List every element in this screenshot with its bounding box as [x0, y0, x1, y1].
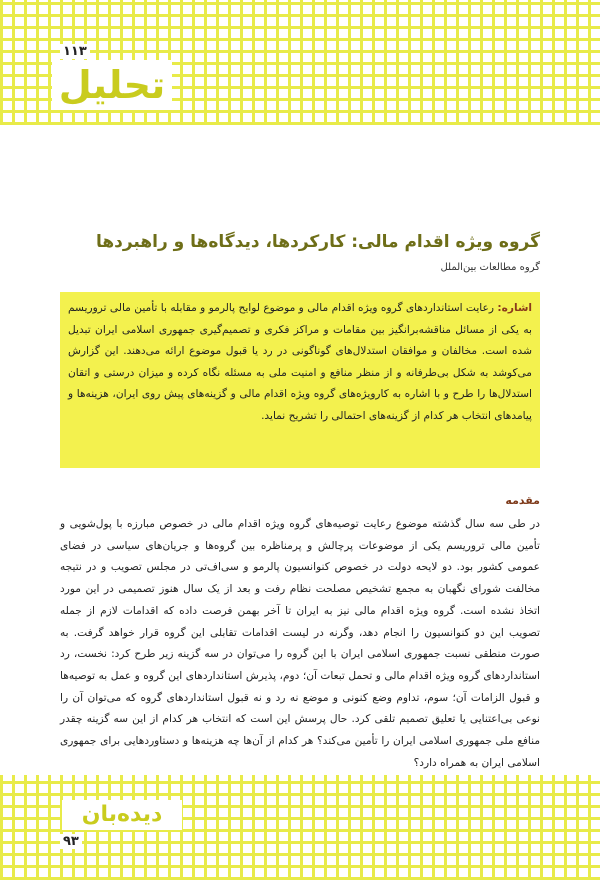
abstract-label: اشاره:: [497, 302, 532, 314]
magazine-logo-text: دیده‌بان: [81, 802, 163, 827]
page-number-top: ۱۱۳: [60, 44, 90, 59]
article-title: گروه ویژه اقدام مالی: کارکردها، دیدگاه‌ها و راهبردها: [95, 232, 540, 252]
section-logo-text: تحلیل: [58, 63, 166, 107]
magazine-logo: [62, 800, 182, 830]
abstract-box: [60, 292, 540, 468]
abstract-text: رعایت استانداردهای گروه ویژه اقدام مالی و موضوع لوایح پالرمو و مقابله با تأمین مالی تروریسم به یکی از مسائل مناقشه‌برانگیز بین مقامات و مراکز فکری و تصمیم‌گیری جمهوری اسلامی ایران تبدیل شده است. مخالفان و موافقان استدلال‌های گوناگونی در رد یا قبول موضوع ارائه می‌دهند. این گزارش می‌کوشد به شکل بی‌طرفانه و از منظر منافع و امنیت ملی به مسئله نگاه کرده و میزان درستی و اتقان استدلال‌ها را طرح و با اشاره به کارویژه‌های گروه ویژه اقدام مالی و گزینه‌های پیش روی ایران، هزینه‌ها و پیامدهای انتخاب هر کدام از گزینه‌های احتمالی را تشریح نماید.: [68, 302, 532, 422]
section-logo: [52, 60, 172, 110]
intro-body: در طی سه سال گذشته موضوع رعایت توصیه‌های گروه ویژه اقدام مالی در خصوص مبارزه با پول‌شویی و تأمین مالی تروریسم یکی از موضوعات پرچالش و پرمناظره بین گروه‌ها و جریان‌های سیاسی در فضای عمومی کشور بود. دو لایحه دولت در خصوص کنوانسیون پالرمو و سی‌اف‌تی در مجلس تصویب و در نتیجه مخالفت شورای نگهبان به مجمع تشخیص مصلحت نظام رفت و بعد از یک سال هنوز تصمیمی در این مورد اتخاذ نشده است. گروه ویژه اقدام مالی نیز به ایران تا آخر بهمن فرصت داده که اقدامات لازم از جمله تصویب این دو کنوانسیون را انجام دهد، وگرنه در لیست اقدامات تقابلی این گروه قرار خواهد گرفت. به صورت منطقی نسبت جمهوری اسلامی ایران با این گروه را می‌توان در سه گزینه زیر طرح کرد: نخست، رد استانداردهای گروه ویژه اقدام مالی و تحمل تبعات آن؛ دوم، پذیرش استانداردهای این گروه و عمل به توصیه‌ها و قبول الزامات آن؛ سوم، تداوم وضع کنونی و موضع نه رد و نه قبول استانداردهای گروه که می‌توان آن را نوعی بی‌اعتنایی یا تعلیق تصمیم تلقی کرد. حال پرسش این است که انتخاب هر کدام از این سه گزینه چقدر منافع ملی جمهوری اسلامی ایران را تأمین می‌کند؟ هر کدام از آن‌ها چه هزینه‌ها و دستاوردهایی برای جمهوری اسلامی ایران به همراه دارد؟: [60, 518, 540, 769]
page-number-bottom: ۹۳: [60, 834, 82, 849]
intro-heading: مقدمه: [505, 494, 540, 507]
article-author: گروه مطالعات بین‌الملل: [440, 262, 540, 273]
